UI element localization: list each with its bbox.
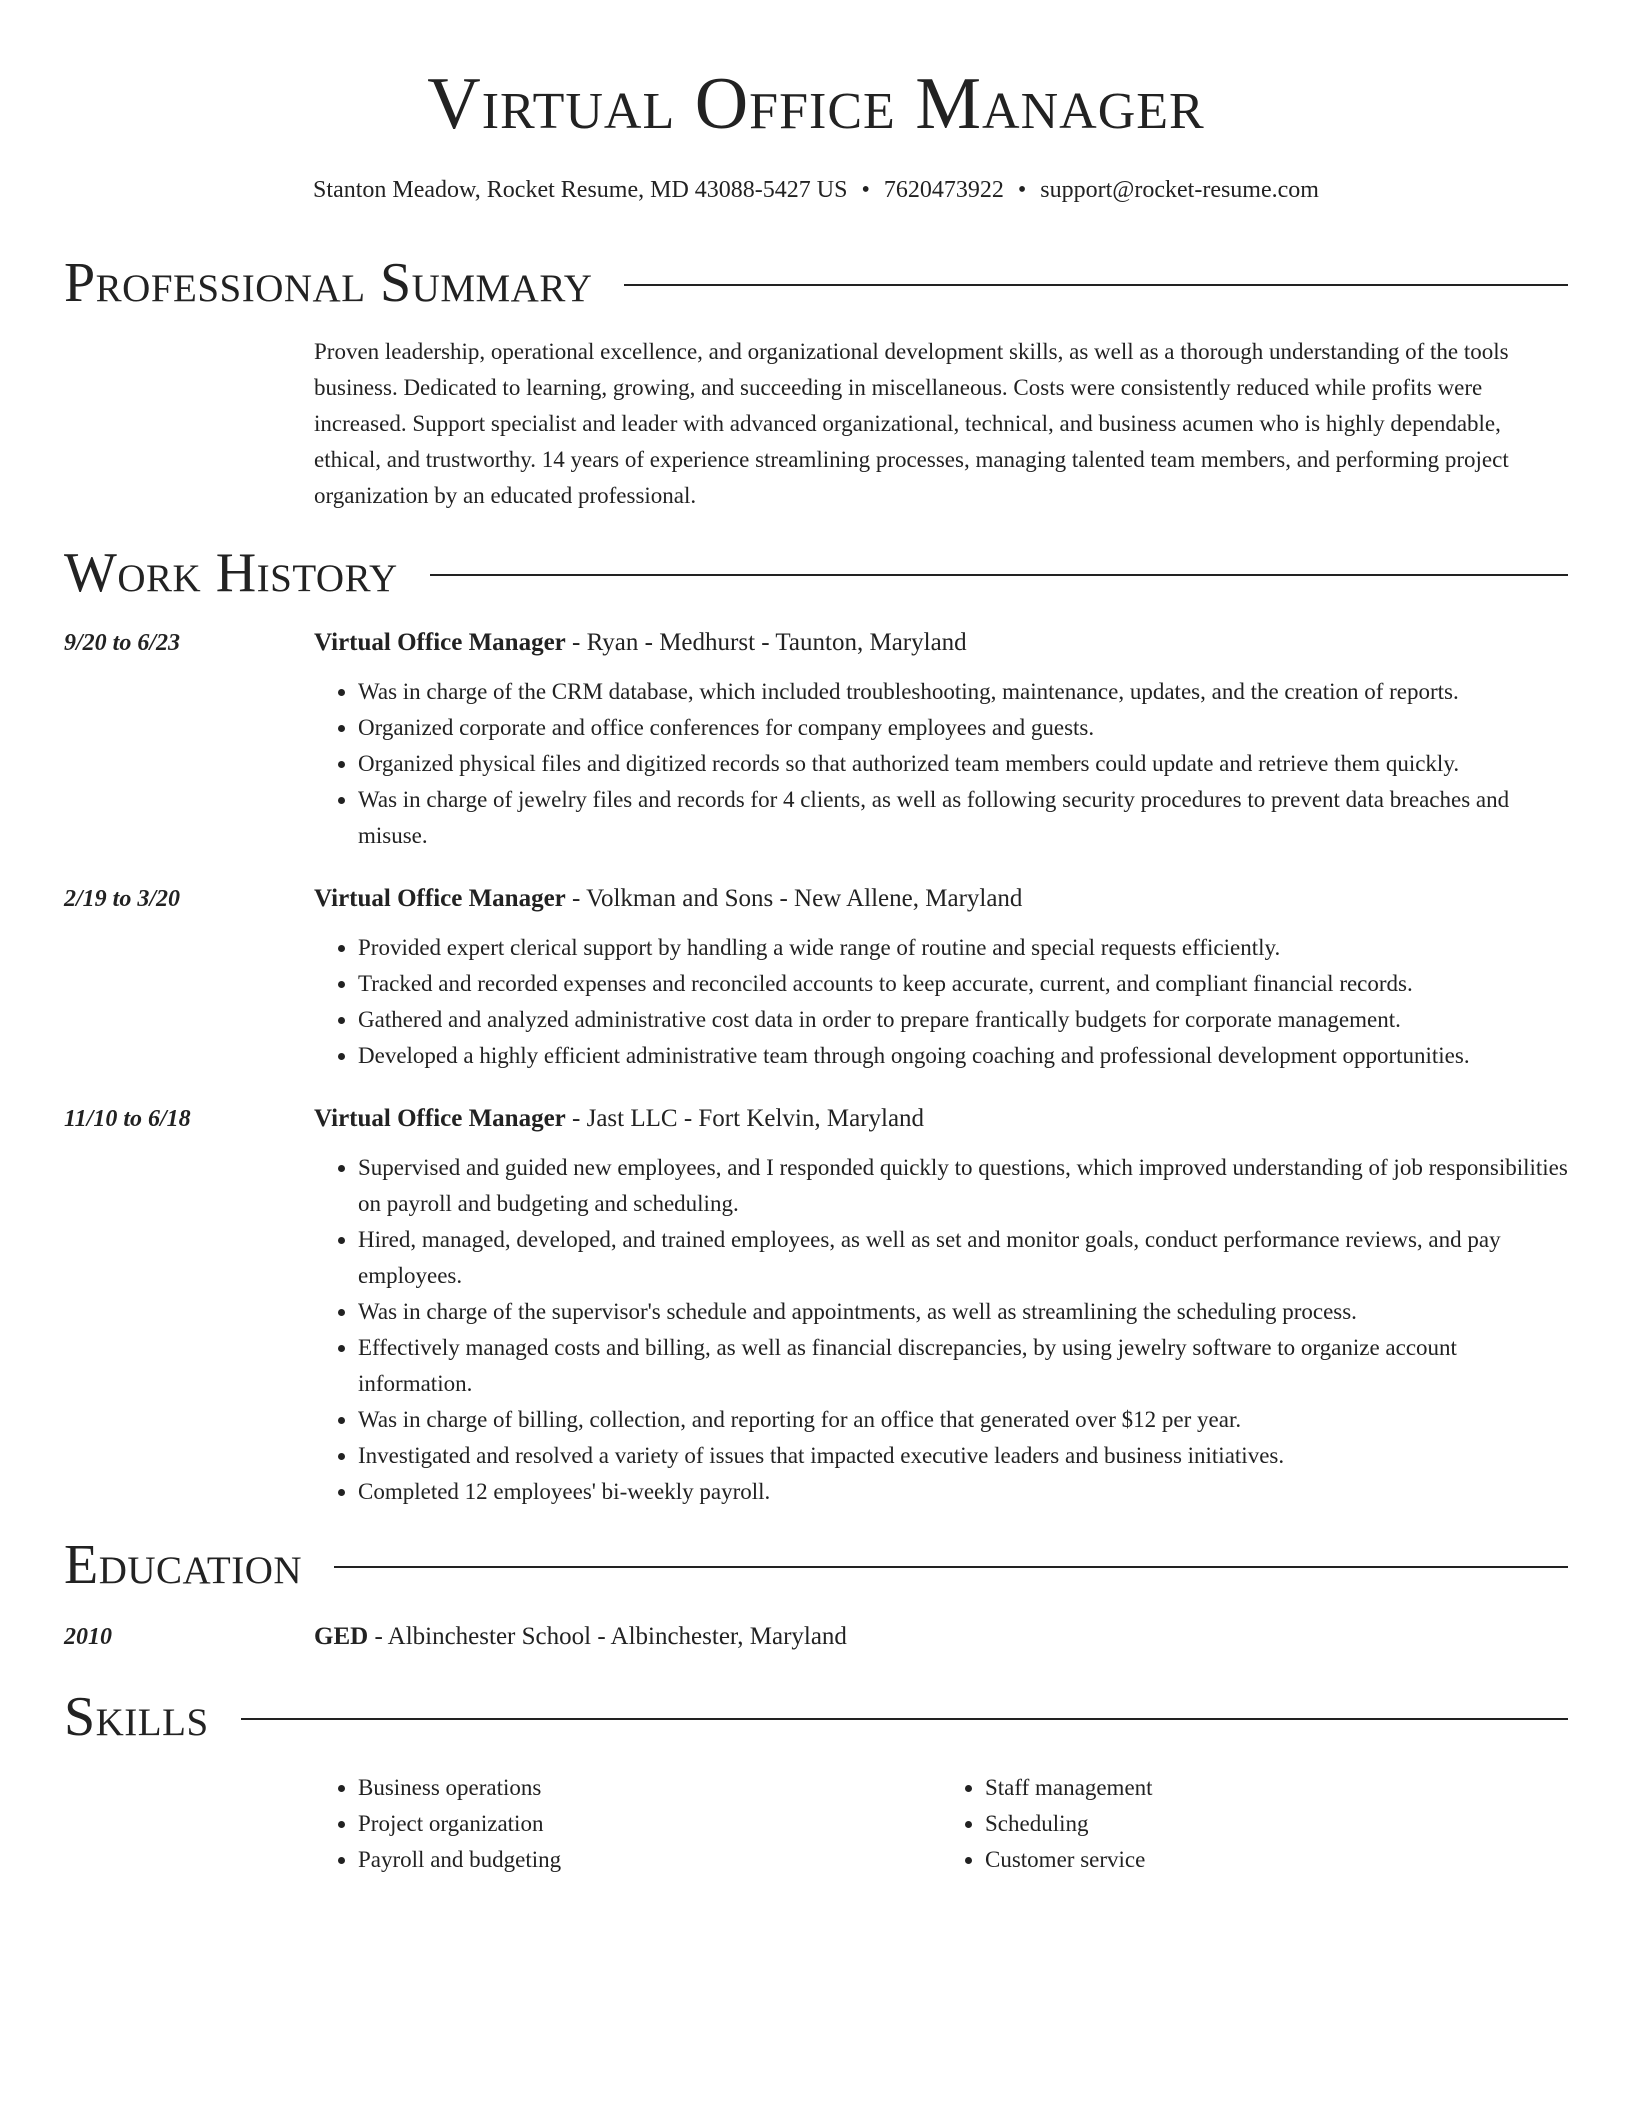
- job-dates: 11/10 to 6/18: [64, 1106, 191, 1132]
- job-entry: [64, 882, 1568, 1074]
- job-company: - Jast LLC - Fort Kelvin, Maryland: [565, 1105, 925, 1132]
- job-bullet: • Gathered and analyzed administrative cost data in order to prepare frantically budgets for corporate management.: [358, 1002, 1568, 1038]
- job-bullet: • Was in charge of the CRM database, which included troubleshooting, maintenance, updates, and the creation of reports.: [358, 674, 1568, 710]
- education-year: 2010: [64, 1624, 112, 1650]
- job-title: Virtual Office Manager: [314, 1105, 566, 1132]
- job-bullet: • Investigated and resolved a variety of issues that impacted executive leaders and business initiatives.: [358, 1438, 1568, 1474]
- job-title: Virtual Office Manager: [314, 885, 566, 912]
- summary-text: Proven leadership, operational excellence, and organizational development skills, as well as a thorough understanding of the tools business. Dedicated to learning, growing, and succeeding in miscellaneous. Costs were consistently reduced while profits were increased. Support specialist and leader with advanced organizational, technical, and business acumen who is highly dependable, ethical, and trustworthy. 14 years of experience streamlining processes, managing talented team members, and performing project organization by an educated professional.: [314, 339, 1509, 508]
- job-bullet: • Tracked and recorded expenses and reconciled accounts to keep accurate, current, and compliant financial records.: [358, 966, 1568, 1002]
- job-title: Virtual Office Manager: [314, 629, 566, 656]
- summary-section-header: [64, 250, 1568, 316]
- education-heading: Education: [64, 1534, 303, 1596]
- contact-email: support@rocket-resume.com: [1040, 177, 1319, 203]
- work-section-header: [64, 540, 1568, 606]
- job-bullet: • Developed a highly efficient administrative team through ongoing coaching and professional development opportunities.: [358, 1038, 1568, 1074]
- job-company: - Volkman and Sons - New Allene, Maryland: [565, 885, 1023, 912]
- job-bullets: [314, 674, 1568, 854]
- job-bullets: [314, 1150, 1568, 1510]
- section-divider: [241, 1718, 1568, 1720]
- skills-list: [314, 1770, 1568, 1878]
- section-divider: [430, 574, 1568, 576]
- job-bullets: [314, 930, 1568, 1074]
- skill-item: • Project organization: [358, 1806, 941, 1842]
- job-title-line: [314, 626, 967, 660]
- job-bullet: • Completed 12 employees' bi-weekly payroll.: [358, 1474, 1568, 1510]
- candidate-name: Virtual Office Manager: [427, 63, 1205, 145]
- skill-item: • Customer service: [985, 1842, 1568, 1878]
- skill-item: • Business operations: [358, 1770, 941, 1806]
- education-degree: GED: [314, 1623, 369, 1650]
- skills-section-header: [64, 1684, 1568, 1750]
- job-bullet: • Provided expert clerical support by handling a wide range of routine and special requests efficiently.: [358, 930, 1568, 966]
- job-company: - Ryan - Medhurst - Taunton, Maryland: [565, 629, 967, 656]
- section-divider: [334, 1566, 1568, 1568]
- contact-phone: 7620473922: [883, 177, 1004, 203]
- work-heading: Work History: [64, 542, 398, 604]
- job-bullet: • Was in charge of the supervisor's schedule and appointments, as well as streamlining the scheduling process.: [358, 1294, 1568, 1330]
- job-entry: [64, 626, 1568, 854]
- job-dates: 9/20 to 6/23: [64, 630, 181, 656]
- skill-item: • Payroll and budgeting: [358, 1842, 941, 1878]
- job-bullet: • Hired, managed, developed, and trained employees, as well as set and monitor goals, conduct performance reviews, and pay employees.: [358, 1222, 1568, 1294]
- contact-line: [64, 174, 1568, 206]
- education-school: - Albinchester School - Albinchester, Maryland: [368, 1623, 847, 1650]
- job-bullet: • Was in charge of billing, collection, and reporting for an office that generated over $12 per year.: [358, 1402, 1568, 1438]
- skills-column-right: [941, 1770, 1568, 1878]
- job-entry: [64, 1102, 1568, 1510]
- job-header: [64, 626, 1568, 660]
- job-bullet: • Organized corporate and office conferences for company employees and guests.: [358, 710, 1568, 746]
- contact-separator: •: [1017, 177, 1027, 203]
- job-title-line: [314, 1102, 924, 1136]
- job-bullet: • Organized physical files and digitized records so that authorized team members could update and retrieve them quickly.: [358, 746, 1568, 782]
- skills-column-left: [314, 1770, 941, 1878]
- summary-heading: Professional Summary: [64, 252, 593, 314]
- skill-item: • Scheduling: [985, 1806, 1568, 1842]
- job-bullet: • Supervised and guided new employees, and I responded quickly to questions, which improved understanding of job responsibilities on payroll and budgeting and scheduling.: [358, 1150, 1568, 1222]
- education-line: [314, 1620, 847, 1654]
- job-title-line: [314, 882, 1022, 916]
- job-bullet: • Was in charge of jewelry files and records for 4 clients, as well as following security procedures to prevent data breaches and misuse.: [358, 782, 1568, 854]
- skill-item: • Staff management: [985, 1770, 1568, 1806]
- job-header: [64, 882, 1568, 916]
- section-divider: [624, 284, 1568, 286]
- job-bullet: • Effectively managed costs and billing, as well as financial discrepancies, by using jewelry software to organize account information.: [358, 1330, 1568, 1402]
- contact-address: Stanton Meadow, Rocket Resume, MD 43088-5427 US: [313, 177, 848, 203]
- job-dates: 2/19 to 3/20: [64, 886, 181, 912]
- skills-heading: Skills: [64, 1686, 209, 1748]
- education-entry: [64, 1620, 1568, 1654]
- job-header: [64, 1102, 1568, 1136]
- contact-separator: •: [861, 177, 870, 203]
- education-section-header: [64, 1532, 1568, 1598]
